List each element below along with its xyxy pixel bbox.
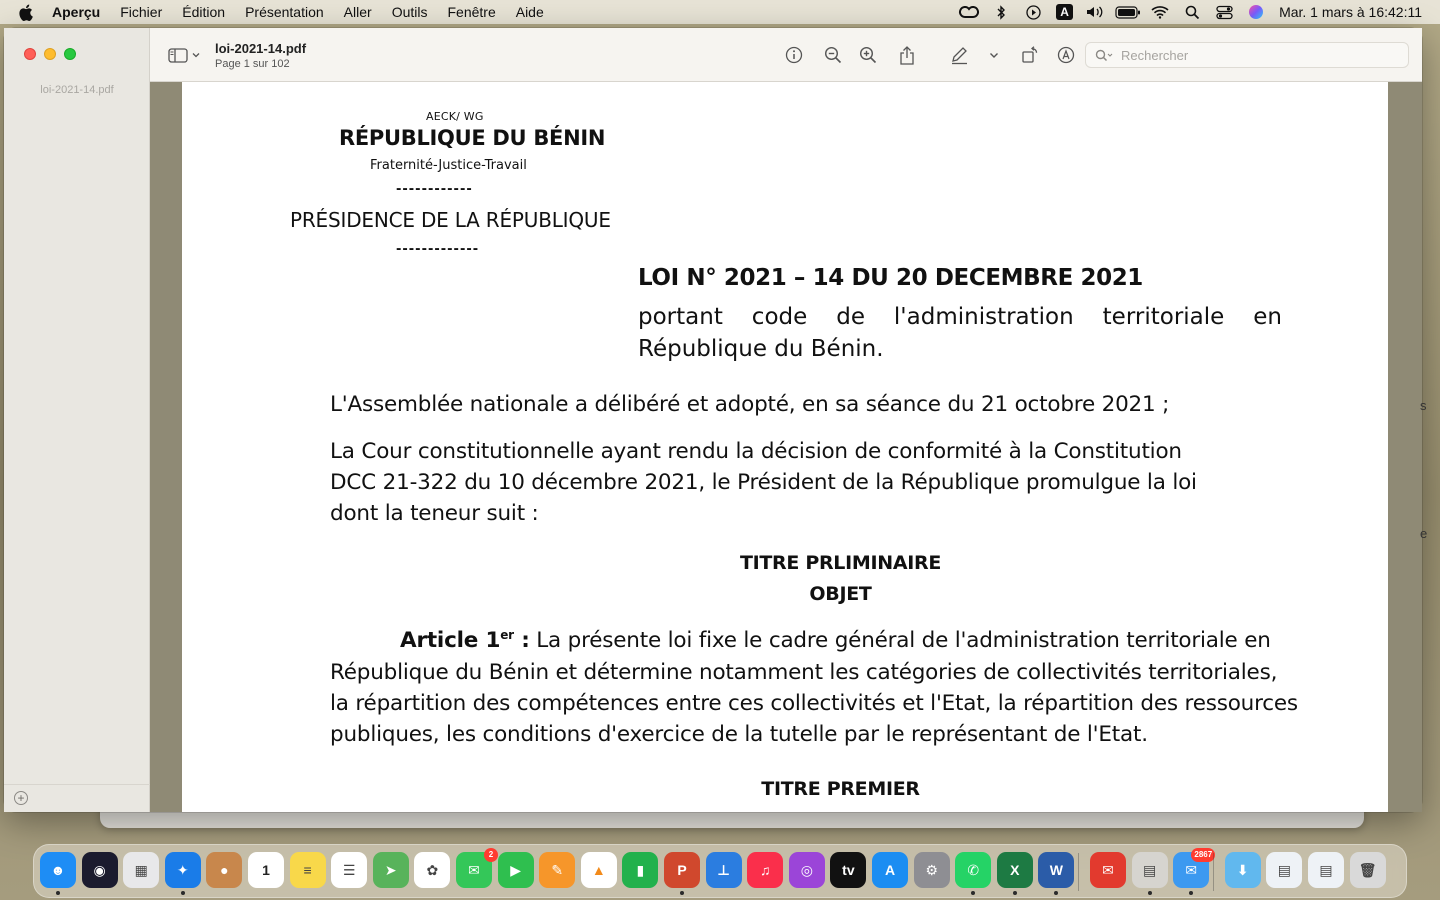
article-1-superscript: er <box>500 628 514 642</box>
article-1-line-2: République du Bénin et détermine notamment les catégories de collectivités territoriales, <box>330 660 1278 685</box>
page-indicator: Page 1 sur 102 <box>215 58 290 70</box>
airmail-icon[interactable]: ✉ <box>1090 852 1126 888</box>
article-1-line-4: publiques, les conditions d'exercice de la tutelle par le représentant de l'Etat. <box>330 722 1148 747</box>
volume-icon[interactable] <box>1087 4 1105 20</box>
search-input[interactable] <box>1121 48 1391 63</box>
share-icon <box>899 46 915 65</box>
paragraph-assembly: L'Assemblée nationale a délibéré et adopté, en sa séance du 21 octobre 2021 ; <box>330 392 1170 417</box>
paragraph-court-line-2: DCC 21-322 du 10 décembre 2021, le Président de la République promulgue la loi <box>330 470 1197 495</box>
chevron-down-icon <box>989 52 999 59</box>
calendar-icon[interactable]: 1 <box>248 852 284 888</box>
header-reference: AECK/ WG <box>426 110 484 123</box>
article-1-text-start: La présente loi fixe le cadre général de l'administration territoriale en <box>529 628 1271 654</box>
minimize-button[interactable] <box>44 48 56 60</box>
photos-icon[interactable]: ✿ <box>414 852 450 888</box>
contacts-icon[interactable]: ● <box>206 852 242 888</box>
music-icon[interactable]: ♫ <box>747 852 783 888</box>
apple-menu-icon[interactable] <box>18 3 34 21</box>
titre-premier: TITRE PREMIER <box>761 778 920 800</box>
menu-fichier[interactable]: Fichier <box>120 4 163 20</box>
launchpad-icon[interactable]: ▦ <box>123 852 159 888</box>
bluetooth-icon[interactable] <box>992 4 1010 20</box>
annotate-button[interactable] <box>1055 44 1077 66</box>
zoom-in-icon <box>859 46 877 64</box>
search-field[interactable] <box>1085 42 1409 68</box>
dock-separator <box>1213 853 1214 891</box>
finder-icon[interactable]: ☻ <box>40 852 76 888</box>
markup-pen-icon <box>950 46 969 65</box>
close-button[interactable] <box>24 48 36 60</box>
zoom-out-button[interactable] <box>822 44 844 66</box>
sidebar-toggle-button[interactable] <box>168 45 204 65</box>
whatsapp-icon[interactable]: ✆ <box>955 852 991 888</box>
system-preferences-icon[interactable]: ⚙ <box>914 852 950 888</box>
siri-icon[interactable] <box>1247 4 1265 20</box>
wifi-icon[interactable] <box>1151 4 1169 20</box>
header-presidency: PRÉSIDENCE DE LA RÉPUBLIQUE <box>290 208 611 232</box>
running-indicator <box>56 891 60 895</box>
paragraph-court-line-3: dont la teneur suit : <box>330 501 539 526</box>
menu-bar-clock[interactable]: Mar. 1 mars à 16:42:11 <box>1279 4 1422 20</box>
share-button[interactable] <box>896 44 918 66</box>
chevron-down-icon <box>192 52 200 58</box>
menu-aide[interactable]: Aide <box>515 4 544 20</box>
pages-icon[interactable]: ✎ <box>539 852 575 888</box>
control-center-icon[interactable] <box>1215 4 1233 20</box>
header-republic: RÉPUBLIQUE DU BÉNIN <box>339 126 606 150</box>
input-source-icon[interactable]: A <box>1056 4 1073 20</box>
rotate-button[interactable] <box>1019 44 1041 66</box>
battery-icon[interactable] <box>1119 4 1137 20</box>
law-subtitle-line-2: République du Bénin. <box>638 336 884 362</box>
running-indicator <box>1054 891 1058 895</box>
law-subtitle-word: l'administration <box>893 304 1074 330</box>
preview-icon[interactable]: ▤ <box>1132 852 1168 888</box>
trash-icon[interactable]: 🗑 <box>1350 852 1386 888</box>
document-title[interactable]: loi-2021-14.pdf <box>215 41 307 56</box>
thumbnail-sidebar <box>4 28 150 812</box>
sidebar-document-label[interactable]: loi-2021-14.pdf <box>40 84 114 96</box>
header-divider-2: ------------- <box>396 242 480 257</box>
running-indicator <box>1013 891 1017 895</box>
article-1-first-line <box>400 628 1271 653</box>
titre-preliminaire: TITRE PRLIMINAIRE <box>739 552 942 574</box>
menu-outils[interactable]: Outils <box>391 4 428 20</box>
toolbar <box>150 28 1422 82</box>
recent-doc-icon[interactable]: ▤ <box>1266 852 1302 888</box>
mail-icon[interactable]: ✉ 2867 <box>1173 852 1209 888</box>
word-icon[interactable]: W <box>1038 852 1074 888</box>
excel-icon[interactable]: X <box>997 852 1033 888</box>
page-edge-letter: e <box>1420 526 1428 541</box>
pdf-page[interactable] <box>182 82 1388 812</box>
zoom-button[interactable] <box>64 48 76 60</box>
maps-icon[interactable]: ➤ <box>373 852 409 888</box>
info-button[interactable] <box>783 44 805 66</box>
window-controls <box>24 48 76 60</box>
menu-aller[interactable]: Aller <box>343 4 372 20</box>
running-indicator <box>680 891 684 895</box>
facetime-icon[interactable]: ▶ <box>498 852 534 888</box>
notes-icon[interactable]: ≡ <box>290 852 326 888</box>
numbers-icon[interactable]: ▮ <box>622 852 658 888</box>
running-indicator <box>181 891 185 895</box>
preview-window <box>4 28 1428 812</box>
law-title: LOI N° 2021 – 14 DU 20 DECEMBRE 2021 <box>638 265 1143 291</box>
apple-tv-icon[interactable]: tv <box>830 852 866 888</box>
document-viewport[interactable] <box>150 82 1428 812</box>
law-subtitle-word: de <box>836 304 865 330</box>
notification-badge: 2867 <box>1191 848 1215 862</box>
vlc-icon[interactable]: ▲ <box>581 852 617 888</box>
zoom-in-button[interactable] <box>857 44 879 66</box>
sidebar-footer <box>4 784 150 812</box>
menu-presentation[interactable]: Présentation <box>245 4 324 20</box>
info-icon <box>785 46 803 64</box>
sidebar-icon <box>168 48 188 63</box>
reminders-icon[interactable]: ☰ <box>331 852 367 888</box>
search-icon <box>1095 48 1113 62</box>
law-subtitle-word: portant <box>638 304 723 330</box>
law-subtitle-word: en <box>1253 304 1282 330</box>
play-icon[interactable] <box>1024 4 1042 20</box>
header-divider: ------------ <box>396 182 473 197</box>
law-subtitle-word: territoriale <box>1102 304 1225 330</box>
paragraph-court-line-1: La Cour constitutionnelle ayant rendu la décision de conformité à la Constitution <box>330 439 1182 464</box>
rotate-icon <box>1021 46 1039 64</box>
markup-menu-button[interactable] <box>983 44 1005 66</box>
notification-badge: 2 <box>484 848 498 862</box>
app-store-icon[interactable]: A <box>872 852 908 888</box>
running-indicator <box>1189 891 1193 895</box>
menu-edition[interactable]: Édition <box>182 4 226 20</box>
article-1-line-3: la répartition des compétences entre ces collectivités et l'Etat, la répartition des ressources <box>330 691 1298 716</box>
article-1-label: Article 1 <box>400 628 501 654</box>
downloads-folder-icon[interactable]: ⬇ <box>1225 852 1261 888</box>
siri-app-icon[interactable]: ◉ <box>82 852 118 888</box>
keynote-icon[interactable]: ⊥ <box>706 852 742 888</box>
dock-separator <box>1078 853 1079 891</box>
law-subtitle-line-1 <box>638 304 1282 330</box>
podcasts-icon[interactable]: ◎ <box>789 852 825 888</box>
powerpoint-icon[interactable]: P <box>664 852 700 888</box>
add-icon[interactable]: + <box>14 791 28 805</box>
dock <box>33 844 1407 898</box>
header-motto: Fraternité-Justice-Travail <box>370 158 527 173</box>
menu-app-name[interactable]: Aperçu <box>52 4 101 20</box>
article-1-colon: : <box>513 628 530 654</box>
menu-fenetre[interactable]: Fenêtre <box>447 4 496 20</box>
running-indicator <box>971 891 975 895</box>
annotate-icon <box>1057 46 1075 64</box>
objet-heading: OBJET <box>809 583 872 605</box>
zoom-out-icon <box>824 46 842 64</box>
markup-button[interactable] <box>948 44 970 66</box>
creative-cloud-icon[interactable] <box>960 4 978 20</box>
page-edge-letter: s <box>1420 398 1427 413</box>
recent-doc-2-icon[interactable]: ▤ <box>1308 852 1344 888</box>
running-indicator <box>1148 891 1152 895</box>
law-subtitle-word: code <box>751 304 808 330</box>
messages-icon[interactable]: ✉ 2 <box>456 852 492 888</box>
safari-icon[interactable]: ✦ <box>165 852 201 888</box>
spotlight-icon[interactable] <box>1183 4 1201 20</box>
menu-bar <box>0 0 1440 24</box>
